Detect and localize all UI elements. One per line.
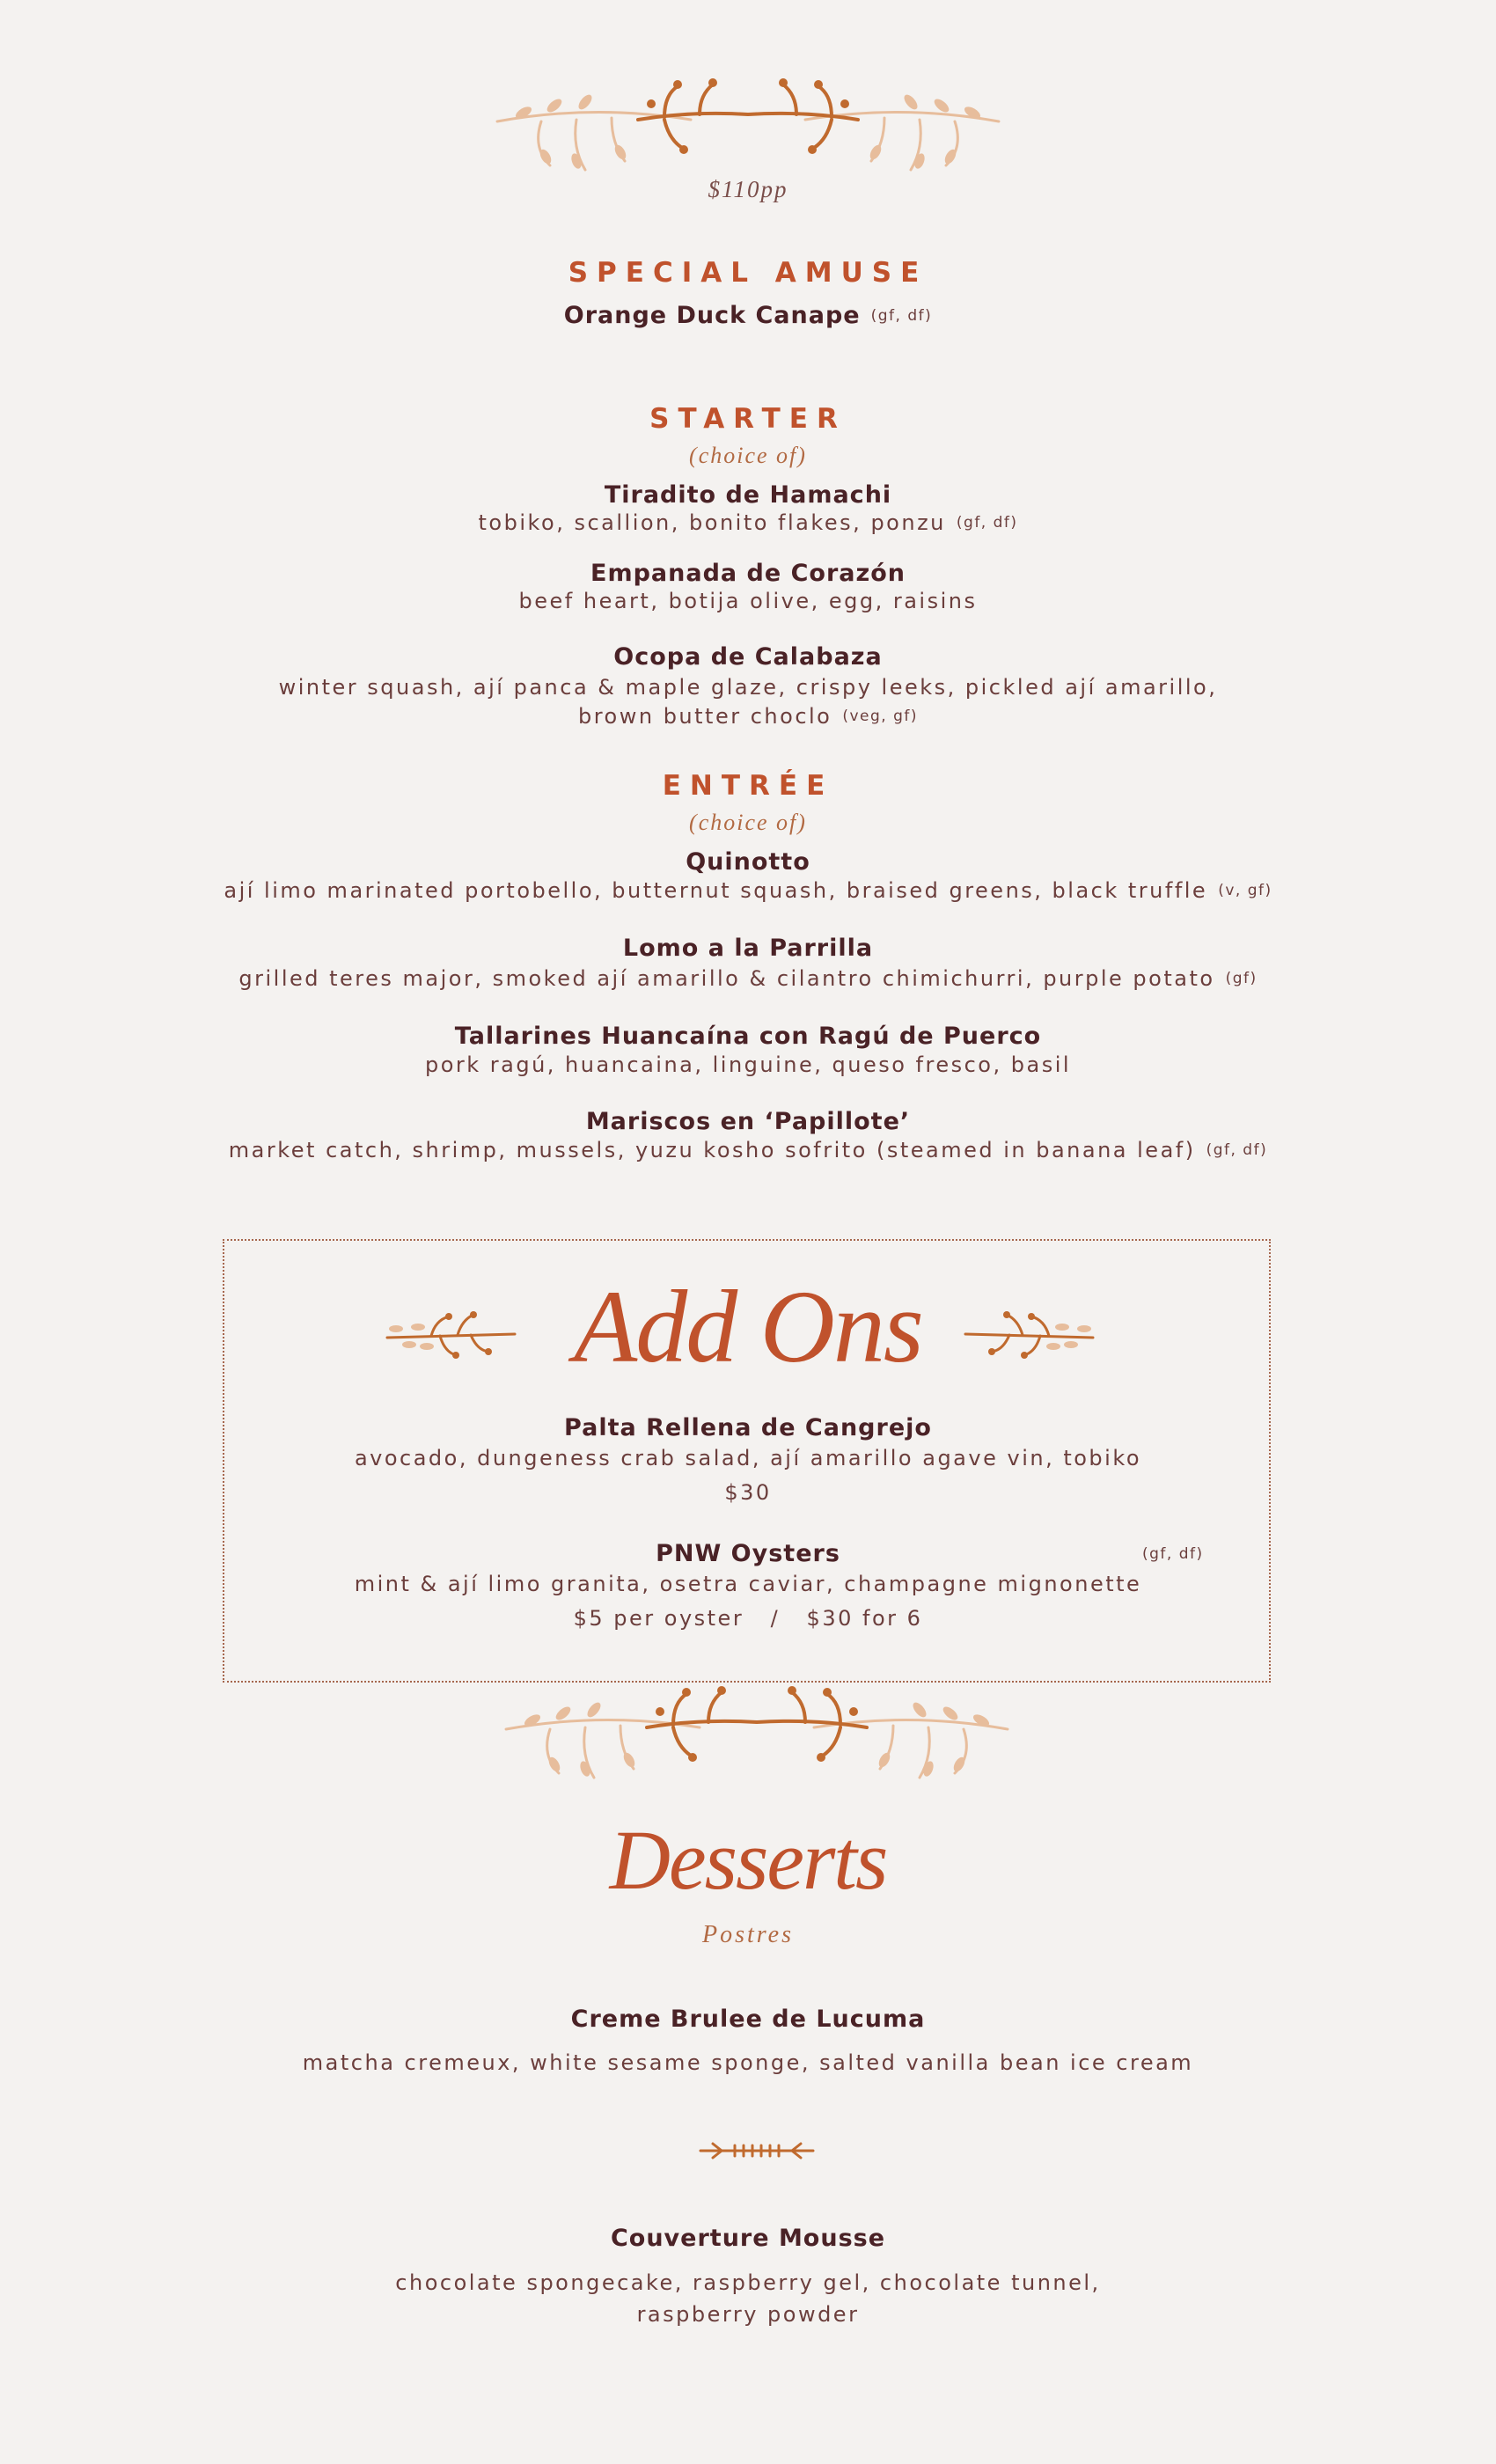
dessert-item-desc: matcha cremeux, white sesame sponge, salted vanilla bean ice cream	[302, 2050, 1194, 2075]
small-divider-ornament-icon	[695, 2137, 818, 2165]
special-amuse-heading: SPECIAL AMUSE	[568, 257, 928, 289]
entree-heading: ENTRÉE	[662, 770, 834, 802]
addon-item-price: $30	[724, 1480, 772, 1505]
entree-item-desc-row	[0, 878, 1496, 903]
addon-item-name: PNW Oysters	[656, 1540, 840, 1567]
amuse-item-name: Orange Duck Canape	[563, 302, 861, 329]
starter-item-desc-row	[0, 704, 1496, 729]
starter-item-tags: (gf, df)	[956, 514, 1018, 532]
addons-heading: Add Ons	[574, 1269, 922, 1384]
starter-heading: STARTER	[649, 403, 847, 435]
entree-item-name: Quinotto	[686, 848, 810, 876]
addon-item-tags: (gf, df)	[1142, 1545, 1204, 1563]
addon-item-desc: mint & ají limo granita, osetra caviar, champagne mignonette	[354, 1572, 1142, 1596]
desserts-heading: Desserts	[609, 1813, 887, 1907]
entree-item-desc-row	[0, 966, 1496, 991]
starter-item-desc: tobiko, scallion, bonito flakes, ponzu	[478, 510, 946, 535]
starter-item-desc: brown butter choclo	[577, 704, 832, 729]
starter-item-name: Tiradito de Hamachi	[604, 481, 892, 509]
laurel-ornament-middle-icon	[497, 1676, 1016, 1791]
entree-item-desc: grilled teres major, smoked ají amarillo & cilantro chimichurri, purple potato	[238, 966, 1215, 991]
price-per-person: $110pp	[708, 176, 788, 202]
laurel-ornament-top-icon	[488, 69, 1008, 183]
entree-item-tags: (v, gf)	[1218, 882, 1272, 899]
dessert-item-name: Creme Brulee de Lucuma	[570, 2006, 926, 2033]
amuse-item	[0, 302, 1496, 329]
starter-choice-note: (choice of)	[689, 443, 807, 468]
desserts-subheading: Postres	[702, 1921, 794, 1948]
dessert-item-name: Couverture Mousse	[610, 2225, 886, 2252]
starter-item-desc: beef heart, botija olive, egg, raisins	[518, 589, 978, 613]
starter-item-desc-row	[0, 510, 1496, 535]
addon-item-name: Palta Rellena de Cangrejo	[564, 1414, 932, 1441]
entree-item-name: Lomo a la Parrilla	[622, 935, 874, 962]
entree-item-desc: pork ragú, huancaina, linguine, queso fresco, basil	[424, 1052, 1072, 1077]
entree-item-desc-row	[0, 1138, 1496, 1162]
dessert-item-desc: chocolate spongecake, raspberry gel, chocolate tunnel,	[395, 2270, 1101, 2295]
entree-item-tags: (gf, df)	[1206, 1141, 1268, 1159]
starter-item-desc: winter squash, ají panca & maple glaze, crispy leeks, pickled ají amarillo,	[278, 675, 1218, 700]
addon-item-price: $5 per oyster / $30 for 6	[573, 1606, 923, 1631]
dessert-item-desc: raspberry powder	[636, 2302, 860, 2327]
entree-choice-note: (choice of)	[689, 810, 807, 835]
entree-item-tags: (gf)	[1225, 970, 1258, 987]
starter-item-name: Ocopa de Calabaza	[613, 643, 883, 671]
addon-item-desc: avocado, dungeness crab salad, ají amarillo agave vin, tobiko	[354, 1446, 1142, 1470]
entree-item-desc: ají limo marinated portobello, butternut squash, braised greens, black truffle	[224, 878, 1208, 903]
entree-item-name: Mariscos en ‘Papillote’	[585, 1108, 911, 1135]
starter-item-name: Empanada de Corazón	[590, 560, 906, 587]
starter-item-tags: (veg, gf)	[842, 708, 919, 725]
entree-item-name: Tallarines Huancaína con Ragú de Puerco	[454, 1023, 1042, 1050]
amuse-item-tags: (gf, df)	[870, 307, 933, 325]
entree-item-desc: market catch, shrimp, mussels, yuzu kosho sofrito (steamed in banana leaf)	[228, 1138, 1196, 1162]
